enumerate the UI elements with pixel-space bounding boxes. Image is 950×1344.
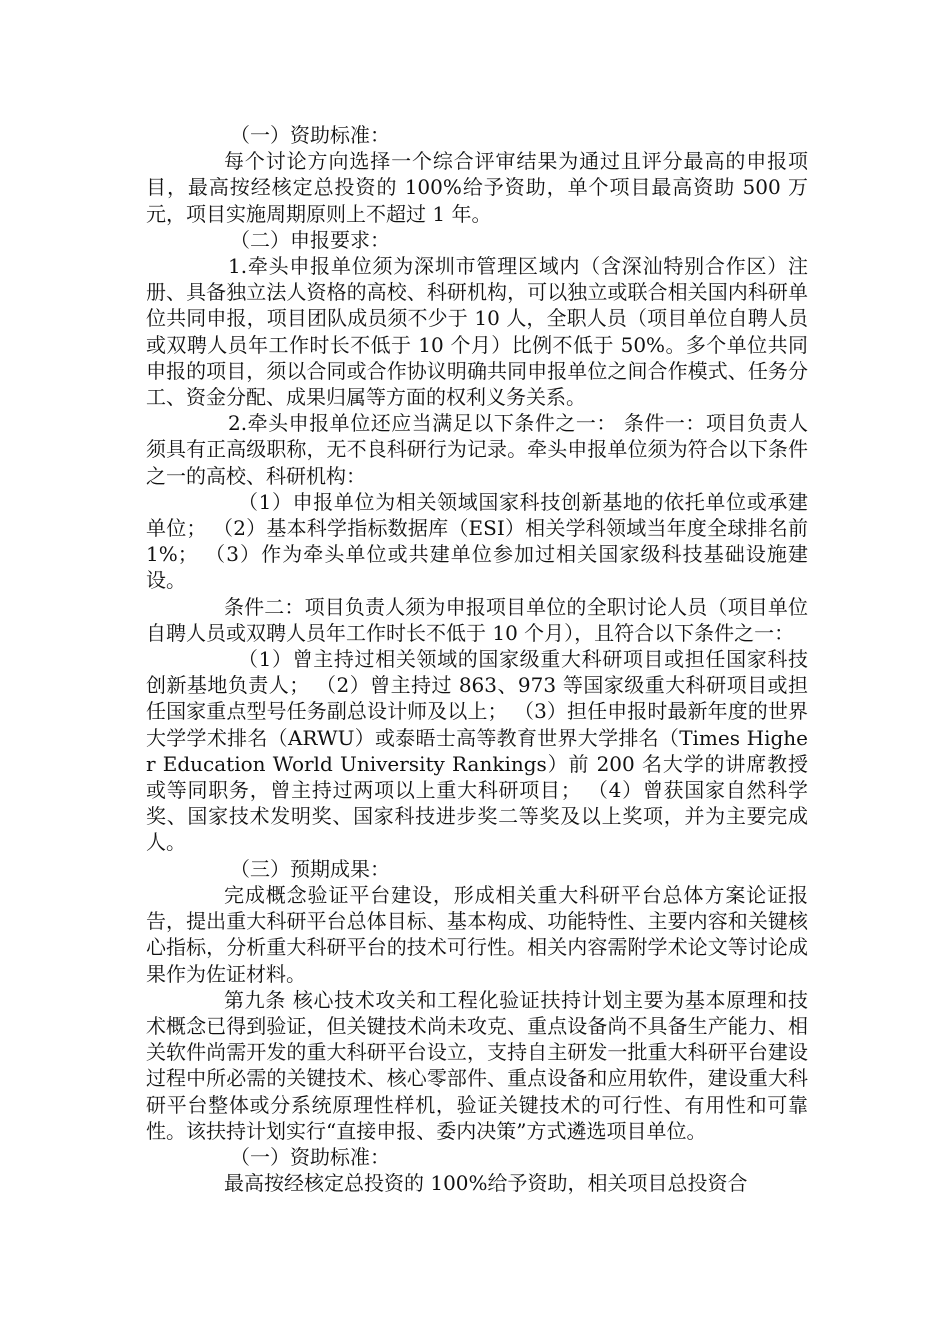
document-body — [146, 122, 808, 1196]
funding-standard-heading: （一）资助标准： — [230, 123, 390, 147]
funding-standard-paragraph-2: 最高按经核定总投资的 100%给予资助，相关项目总投资合 — [224, 1171, 748, 1196]
requirement-item-2: 2.牵头申报单位还应当满足以下条件之一： 条件一：项目负责人须具有正高级职称，无不良科研行为记录。牵头申报单位须为符合以下条件之一的高校、科研机构： — [146, 411, 808, 488]
funding-standard-paragraph: 每个讨论方向选择一个综合评审结果为通过且评分最高的申报项目，最高按经核定总投资的 100%给予资助，单个项目最高资助 500 万元，项目实施周期原则上不超过 1 年。 — [146, 149, 808, 226]
condition-1-options: （1）申报单位为相关领域国家科技创新基地的依托单位或承建单位； （2）基本科学指标数据库（ESI）相关学科领域当年度全球排名前 1%； （3）作为牵头单位或共建单位参加过相关国家级科技基础设施建设。 — [146, 489, 808, 593]
condition-2-paragraph: 条件二：项目负责人须为申报项目单位的全职讨论人员（项目单位自聘人员或双聘人员年工作时长不低于 10 个月），且符合以下条件之一： — [146, 594, 808, 645]
expected-results-heading: （三）预期成果： — [230, 856, 390, 881]
application-requirements-heading: （二）申报要求： — [230, 227, 390, 252]
funding-standard-heading-2: （一）资助标准： — [230, 1144, 390, 1169]
requirement-item-1: 1.牵头申报单位须为深圳市管理区域内（含深汕特别合作区）注册、具备独立法人资格的高校、科研机构，可以独立或联合相关国内科研单位共同申报，项目团队成员须不少于 10 人，全职人员（项目单位自聘人员或双聘人员年工作时长不低于 10 个月）比例不低于 50%。多个单位共同申报的项目，须以合同或合作协议明确共同申报单位之间合作模式、任务分工、资金分配、成果归属等方面的权利义务关系。 — [146, 254, 808, 410]
condition-2-options: （1）曾主持过相关领域的国家级重大科研项目或担任国家科技创新基地负责人； （2）曾主持过 863、973 等国家级重大科研项目或担任国家重点型号任务副总设计师及以上； （3）担任申报时最新年度的世界大学学术排名（ARWU）或泰晤士高等教育世界大学排名（Times Higher Education World University Rankings）前 200 名大学的讲席教授或等同职务，曾主持过两项以上重大科研项目； （4）曾获国家自然科学奖、国家技术发明奖、国家科技进步奖二等奖及以上奖项，并为主要完成人。 — [146, 647, 808, 855]
expected-results-paragraph: 完成概念验证平台建设，形成相关重大科研平台总体方案论证报告，提出重大科研平台总体目标、基本构成、功能特性、主要内容和关键核心指标，分析重大科研平台的技术可行性。相关内容需附学术论文等讨论成果作为佐证材料。 — [146, 882, 808, 986]
article-9-paragraph: 第九条 核心技术攻关和工程化验证扶持计划主要为基本原理和技术概念已得到验证，但关键技术尚未攻克、重点设备尚不具备生产能力、相关软件尚需开发的重大科研平台设立，支持自主研发一批重大科研平台建设过程中所必需的关键技术、核心零部件、重点设备和应用软件，建设重大科研平台整体或分系统原理性样机，验证关键技术的可行性、有用性和可靠性。该扶持计划实行“直接申报、委内决策”方式遴选项目单位。 — [146, 987, 808, 1143]
